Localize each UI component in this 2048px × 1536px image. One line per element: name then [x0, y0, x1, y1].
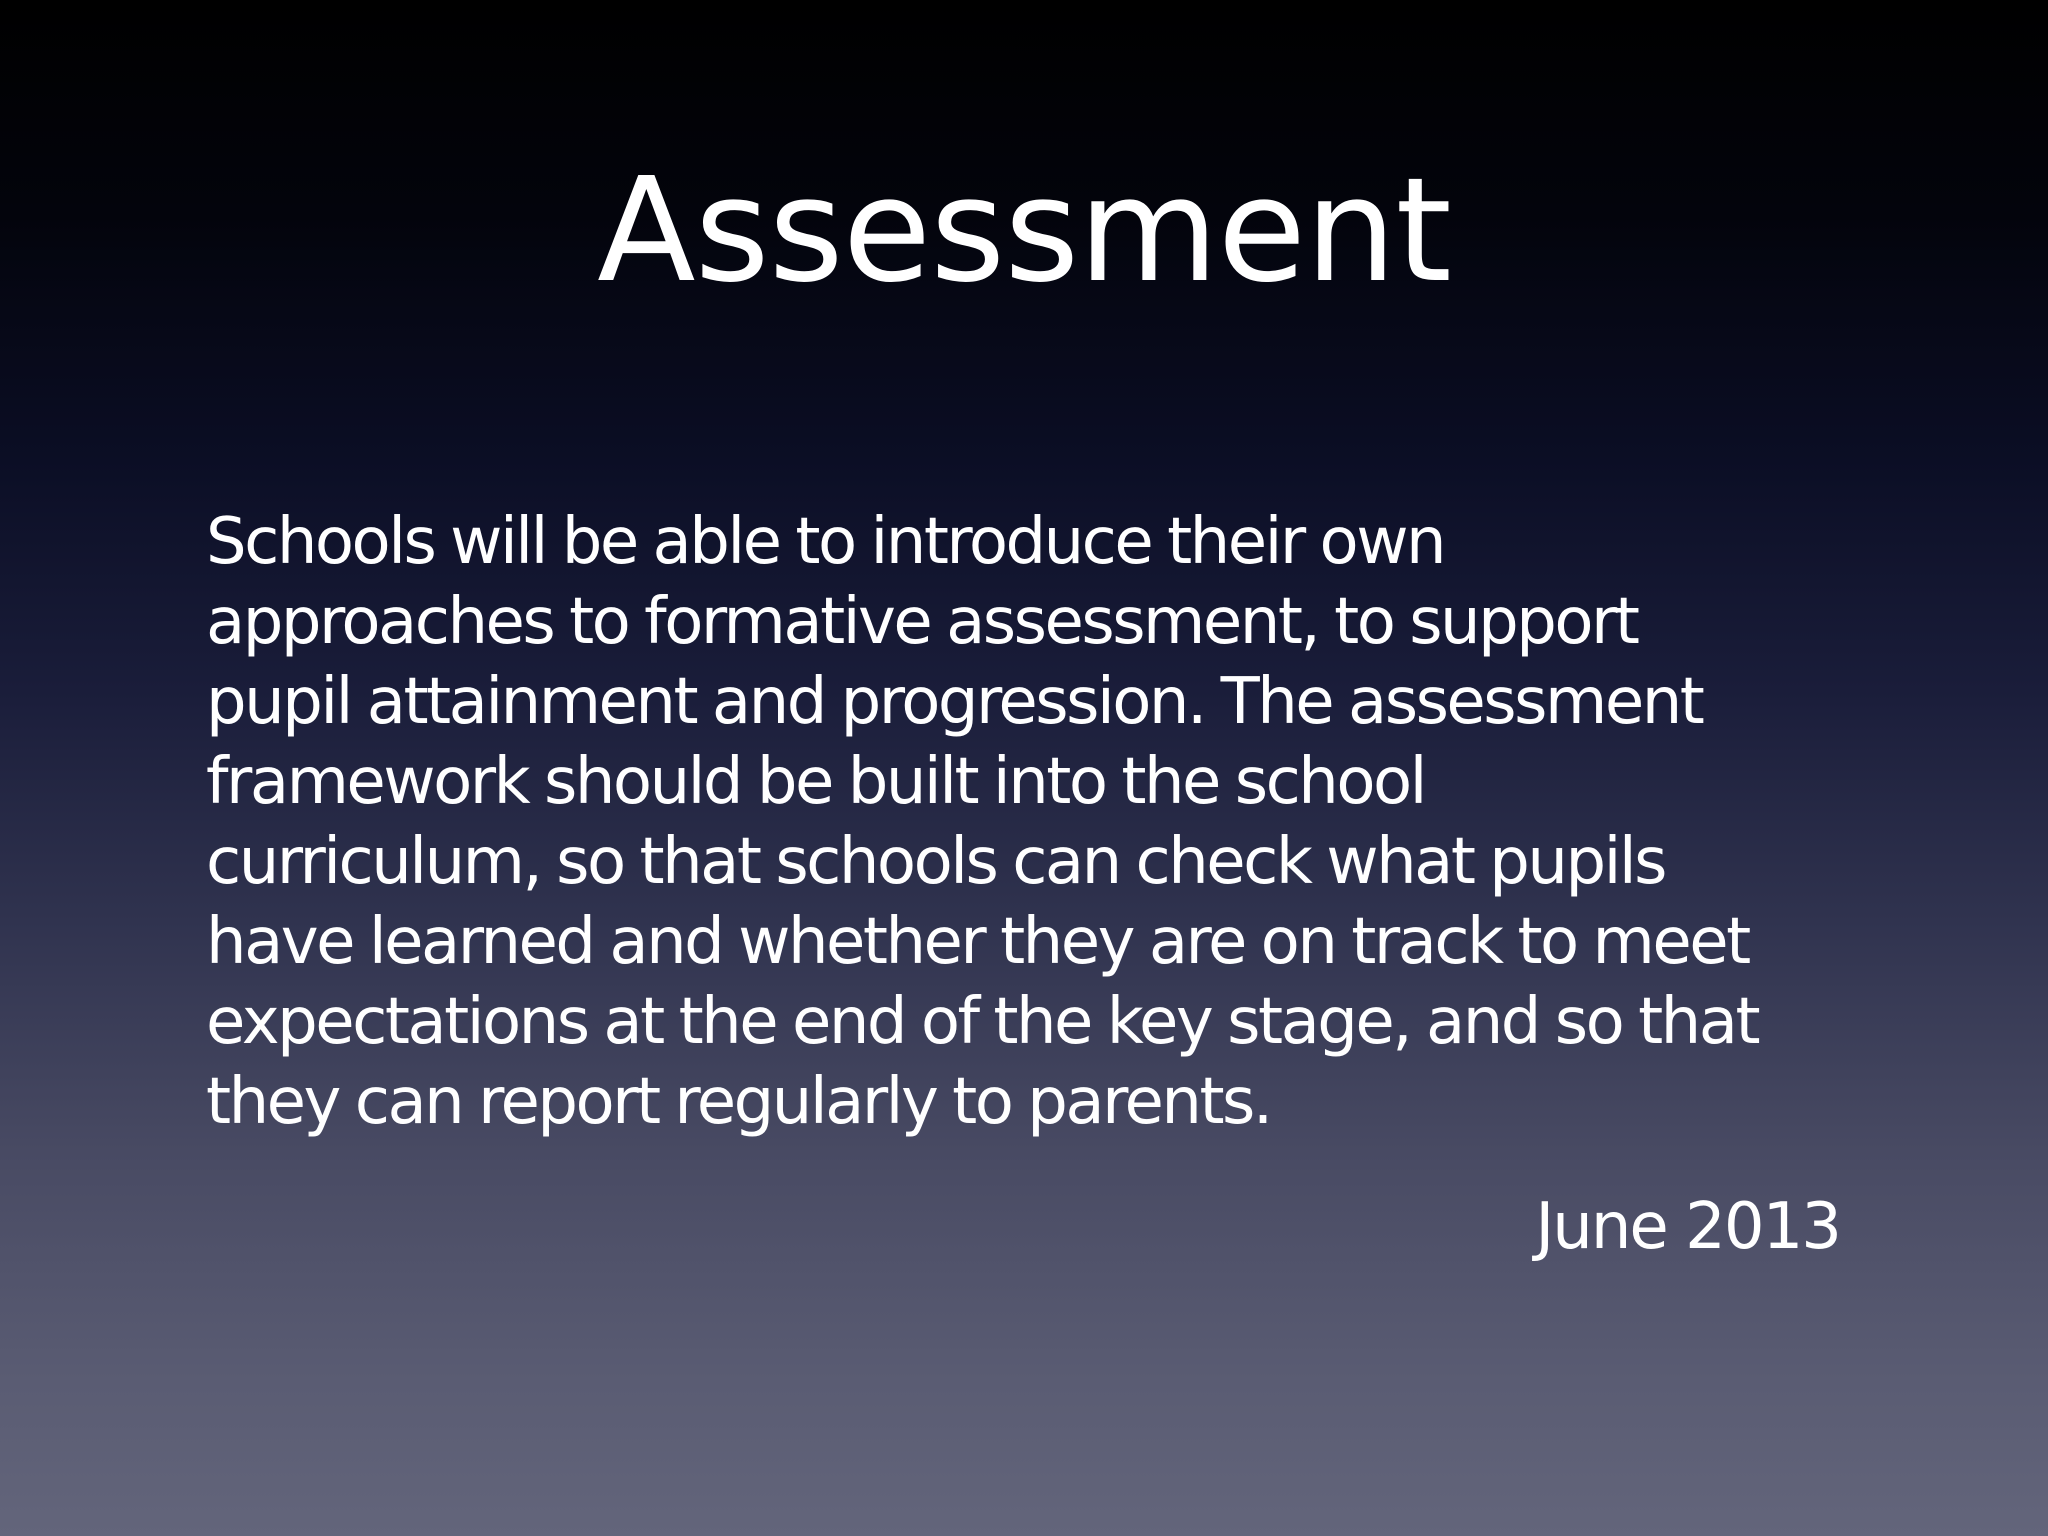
slide-title: Assessment — [597, 146, 1451, 314]
body-line: have learned and whether they are on track to meet — [206, 905, 1749, 979]
body-line: framework should be built into the school — [206, 745, 1425, 819]
body-line: expectations at the end of the key stage, and so that — [206, 985, 1759, 1059]
slide-body-text — [206, 502, 1866, 1142]
slide-date: June 2013 — [1535, 1190, 1840, 1264]
body-line: curriculum, so that schools can check what pupils — [206, 825, 1665, 899]
body-line: pupil attainment and progression. The assessment — [206, 665, 1703, 739]
body-line: approaches to formative assessment, to support — [206, 585, 1638, 659]
body-line: they can report regularly to parents. — [206, 1065, 1271, 1139]
body-line: Schools will be able to introduce their own — [206, 505, 1445, 579]
